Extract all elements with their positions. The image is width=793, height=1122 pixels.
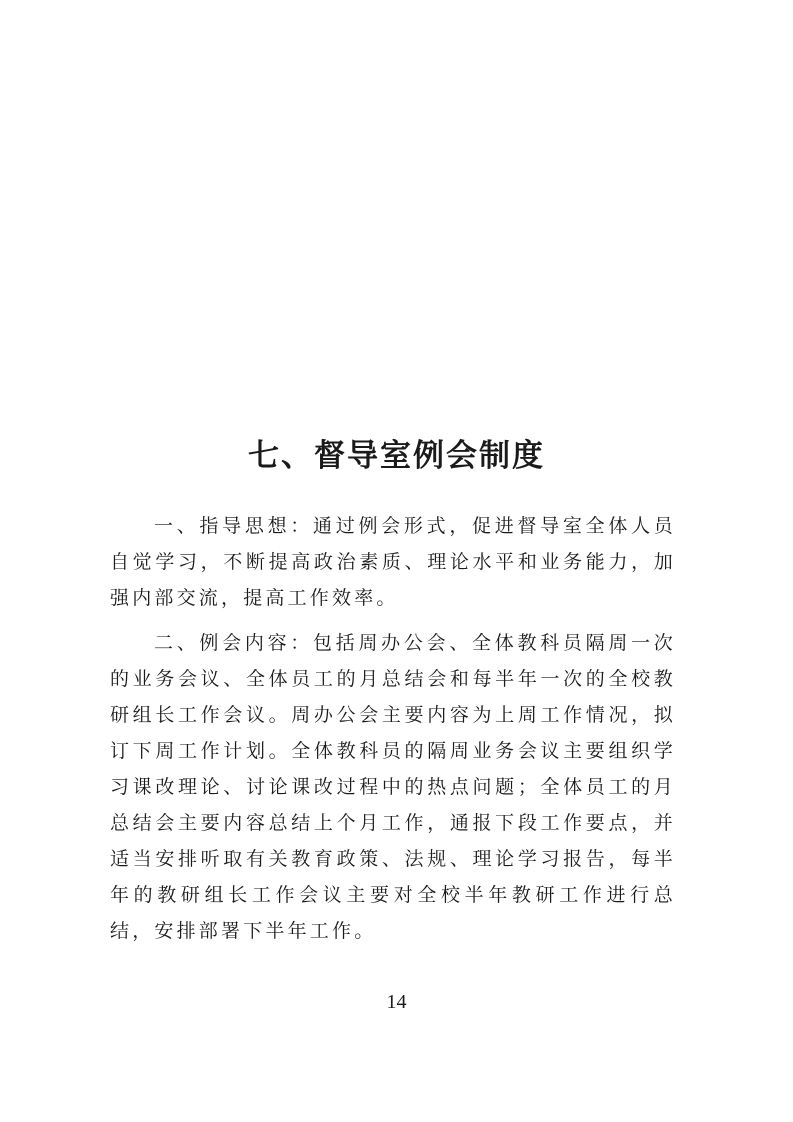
paragraph-guiding-principle: 一、指导思想：通过例会形式，促进督导室全体人员自觉学习，不断提高政治素质、理论水平和业务能力，加强内部交流，提高工作效率。 xyxy=(110,515,676,609)
paragraph-meeting-content: 二、例会内容：包括周办公会、全体教科员隔周一次的业务会议、全体员工的月总结会和每半年一次的全校教研组长工作会议。周办公会主要内容为上周工作情况，拟订下周工作计划。全体教科员的隔周业务会议主要组织学习课改理论、讨论课改过程中的热点问题；全体员工的月总结会主要内容总结上个月工作，通报下段工作要点，并适当安排听取有关教育政策、法规、理论学习报告，每半年的教研组长工作会议主要对全校半年教研工作进行总结，安排部署下半年工作。 xyxy=(110,632,676,942)
document-body xyxy=(110,508,676,958)
page-title: 七、督导室例会制度 xyxy=(248,438,545,474)
page-number: 14 xyxy=(386,991,407,1013)
